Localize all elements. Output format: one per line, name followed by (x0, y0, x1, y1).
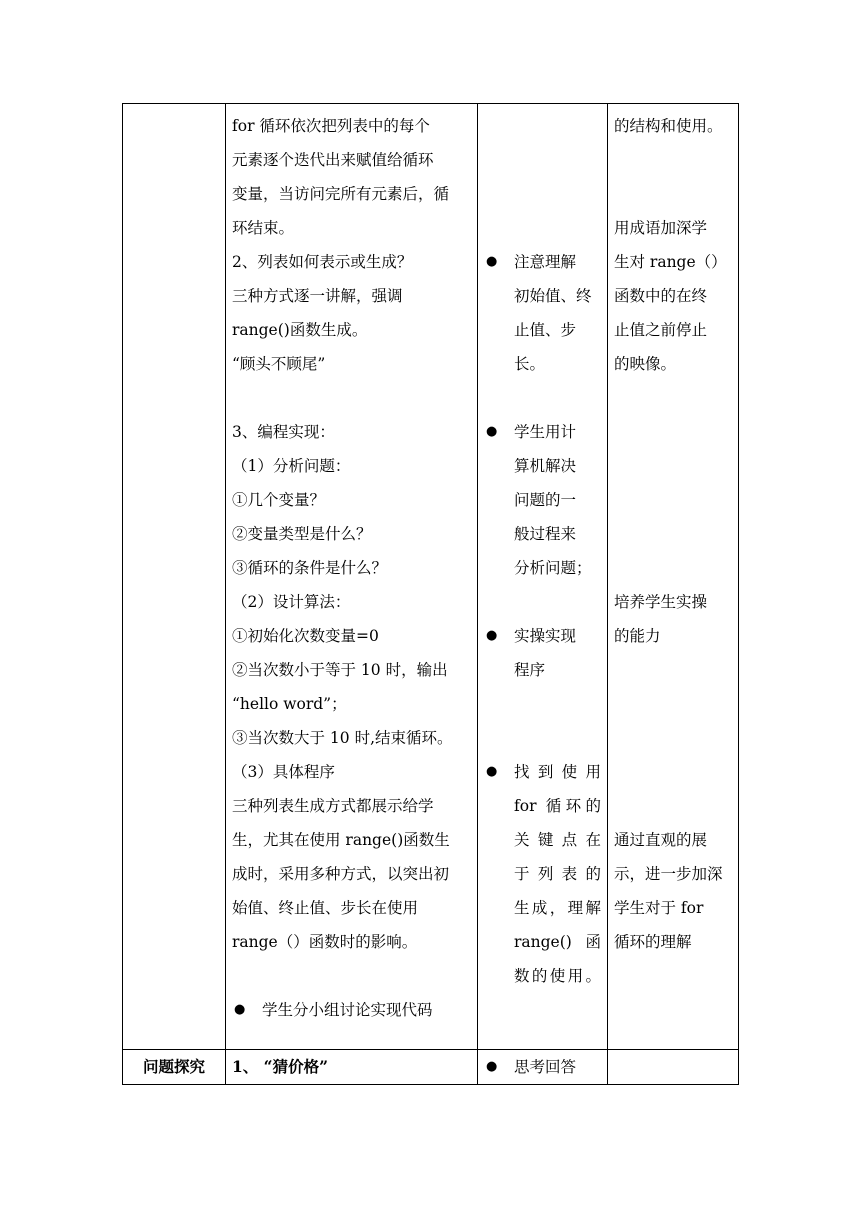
design-intent-cell (608, 1050, 739, 1085)
stage-cell (123, 104, 226, 1050)
bullet-item (484, 755, 601, 993)
text-line: 初始值、终 (514, 287, 592, 305)
text-line: 问题的一 (514, 491, 577, 509)
text-line: ①几个变量？ (232, 491, 326, 509)
student-activity-cell (478, 1050, 608, 1085)
bullet-item (484, 619, 601, 687)
text-line: 实操实现 (514, 627, 577, 645)
text-line: 2、列表如何表示或生成？ (232, 253, 413, 271)
table-row (123, 104, 739, 1050)
text-line: “hello word”； (232, 695, 347, 713)
text-line: 学生对于 for (614, 899, 704, 917)
text-line: 数的使用。 (514, 967, 601, 985)
text-line: 始值、终止值、步长在使用 (232, 899, 419, 917)
text-line: 学生用计 (514, 423, 577, 441)
text-line: 关 键 点 在 (514, 831, 601, 849)
design-intent-cell (608, 104, 739, 1050)
text-line: ③当次数大于 10 时,结束循环。 (232, 729, 453, 747)
bullet-icon: ● (234, 1002, 246, 1017)
teacher-activity-cell: 1、 “猜价格” (226, 1050, 478, 1085)
text-line: 思考回答 (514, 1058, 577, 1076)
bullet-icon: ● (486, 424, 498, 439)
student-activity-cell (478, 104, 608, 1050)
text-line: range（）函数时的影响。 (232, 933, 418, 951)
text-line: ②当次数小于等于 10 时，输出 (232, 661, 448, 679)
text-line: （1）分析问题： (232, 457, 351, 475)
text-line: 生对 range（） (614, 253, 727, 271)
text-line: （2）设计算法： (232, 593, 351, 611)
text-line: ①初始化次数变量=0 (232, 627, 379, 645)
text-line: 生成，理解 (514, 899, 601, 917)
text-line: ③循环的条件是什么？ (232, 559, 388, 577)
bullet-item (484, 415, 601, 585)
text-line: 长。 (514, 355, 546, 373)
text-line: 的能力 (614, 627, 661, 645)
bullet-icon: ● (486, 1059, 498, 1074)
bullet-item (484, 245, 601, 381)
text-line: 用成语加深学 (614, 219, 708, 237)
bullet-icon: ● (486, 764, 498, 779)
text-line: 函数中的在终 (614, 287, 708, 305)
table-row (123, 1050, 739, 1085)
text-line: 于 列 表 的 (514, 865, 601, 883)
text-line: “顾头不顾尾” (232, 355, 326, 373)
text-line: 般过程来 (514, 525, 577, 543)
text-line: 止值之前停止 (614, 321, 708, 339)
text-line: 生，尤其在使用 range()函数生 (232, 831, 450, 849)
text-line: range()函数生成。 (232, 321, 368, 339)
text-line: 的结构和使用。 (614, 117, 723, 135)
text-line: 注意理解 (514, 253, 577, 271)
text-line: 程序 (514, 661, 546, 679)
text-line: （3）具体程序 (232, 763, 335, 781)
text-line: 的映像。 (614, 355, 677, 373)
text-line: for 循环依次把列表中的每个 (232, 117, 430, 135)
text-line: 三种列表生成方式都展示给学 (232, 797, 434, 815)
stage-label: 问题探究 (123, 1050, 226, 1085)
text-line: 3、编程实现： (232, 423, 335, 441)
text-line: 分析问题； (514, 559, 592, 577)
bullet-item (232, 993, 471, 1027)
text-line: 成时，采用多种方式，以突出初 (232, 865, 450, 883)
text-line: for 循环的 (514, 797, 601, 815)
text-line: 找 到 使 用 (514, 763, 601, 781)
text-line: 通过直观的展 (614, 831, 708, 849)
text-line: 示，进一步加深 (614, 865, 723, 883)
text-line: 培养学生实操 (614, 593, 708, 611)
bullet-icon: ● (486, 628, 498, 643)
text-line: 止值、步 (514, 321, 577, 339)
text-line: 环结束。 (232, 219, 295, 237)
text-line: 元素逐个迭代出来赋值给循环 (232, 151, 434, 169)
bullet-item (484, 1050, 601, 1084)
teacher-activity-cell (226, 104, 478, 1050)
text-line: 变量，当访问完所有元素后，循 (232, 185, 450, 203)
bullet-icon: ● (486, 254, 498, 269)
lesson-plan-table (122, 103, 739, 1085)
text-line: 算机解决 (514, 457, 577, 475)
text-line: ②变量类型是什么？ (232, 525, 372, 543)
text-line: 循环的理解 (614, 933, 692, 951)
text-line: 三种方式逐一讲解，强调 (232, 287, 403, 305)
text-line: 学生分小组讨论实现代码 (262, 1001, 433, 1019)
text-line: range() 函 (514, 933, 601, 951)
